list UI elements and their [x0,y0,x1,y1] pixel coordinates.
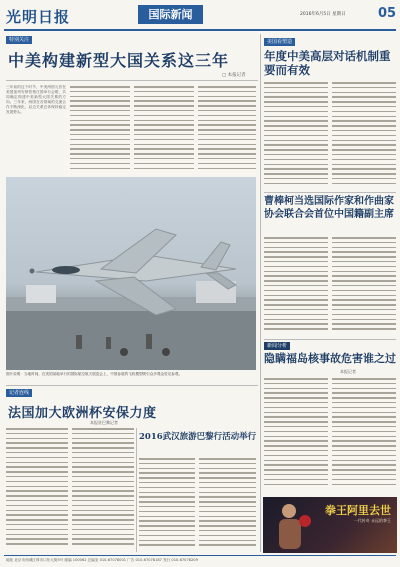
body-text-column [264,82,328,190]
column-divider [260,34,261,552]
body-text-column [6,428,68,552]
right-headline-2[interactable]: 曹棒柯当选国际作家和作曲家协会联合会首位中国籍副主席 [264,196,394,220]
section-rule [264,339,396,340]
body-text-column [139,458,195,552]
right-headline-3[interactable]: 隐瞒福岛核事故危害谁之过 [264,352,396,365]
bottom-story-tag: 记者连线 [6,389,32,397]
body-text-column [332,82,396,190]
aircraft-image [6,177,256,370]
headline-rule [6,80,258,81]
bottom-side-headline[interactable]: 2016武汉旅游巴黎行活动举行 [139,432,257,442]
footer-info: 地址 北京市西城区珠市口东大街5号 邮编 100062 总编室 010-67078001 广告 010-67078187 发行 010-67078209 [6,558,198,562]
photo-caption: 图片说明：当地时间，在美国某地举行的国际航空航天展览会上，中国参展的飞机模型吸引众多观众驻足参观。 [6,372,183,376]
section-title: 国际新闻 [138,5,203,24]
body-text-column [332,237,396,337]
section-rule [6,385,258,386]
aircraft-photo[interactable] [6,177,256,370]
page-number: 05 [378,6,397,21]
top-story-intro: 三年前的这个时节，中美两国元首在美国加州安纳伯格庄园举行会晤，共同确定构建中美新型大国关系的方向。三年来，两国在各领域的交流合作不断深化，双边关系总体保持稳定发展势头。 [6,85,66,114]
body-text-column [264,378,328,493]
right-byline-3: 本报记者 [340,369,356,374]
body-text-column [198,86,256,174]
masthead-rule [4,29,396,31]
right-headline-1[interactable]: 年度中美高层对话机制重要而有效 [264,49,391,77]
bottom-story-byline: 本报驻巴黎记者 [90,420,118,425]
advertisement[interactable] [263,497,397,553]
body-text-column [332,378,396,493]
body-text-column [72,428,134,552]
body-text-column [199,458,256,552]
top-story-headline[interactable]: 中美构建新型大国关系这三年 [8,51,230,70]
issue-date: 2016年6月5日 星期日 [300,12,346,17]
footer-rule [4,555,396,556]
right-tag-1: 美国看塑造 [264,38,295,46]
column-divider [136,428,137,552]
right-tag-2: 新闻分析 [264,342,290,350]
body-text-column [134,86,194,174]
masthead [0,0,400,30]
body-text-column [264,237,328,337]
boxer-silhouette-icon [267,497,317,553]
top-story-byline: □ 本报记者 [222,73,246,78]
ad-title: 拳王阿里去世 [325,504,391,517]
section-rule [264,192,396,193]
newspaper-logo: 光明日报 [6,8,71,26]
top-story-tag: 特别关注 [6,36,32,44]
ad-subtitle: 一代传奇 永远的拳王 [353,518,391,523]
body-text-column [70,86,130,174]
bottom-story-headline[interactable]: 法国加大欧洲杯安保力度 [8,406,157,421]
